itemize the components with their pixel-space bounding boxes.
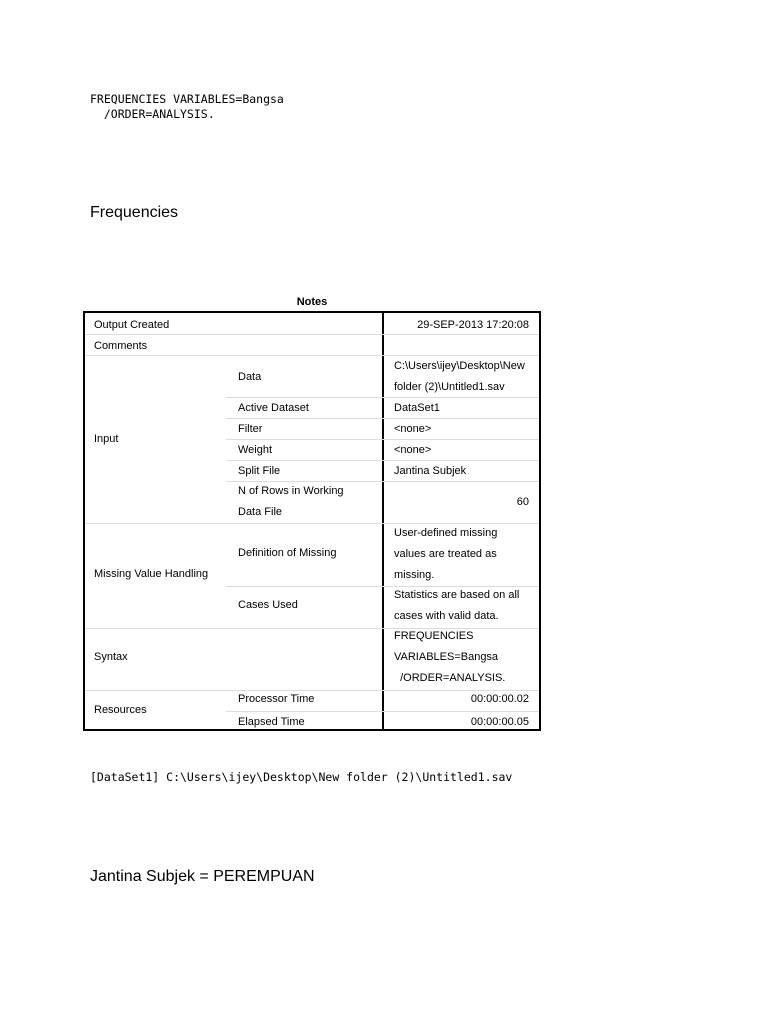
notes-divider: [382, 313, 384, 729]
row-divider: [85, 628, 539, 629]
weight-value: <none>: [394, 444, 432, 456]
row-divider: [226, 439, 539, 440]
elapsed-time-value: 00:00:00.05: [470, 716, 529, 728]
syntax-value-line-1: FREQUENCIES: [394, 630, 474, 642]
missing-value-handling-label: Missing Value Handling: [94, 568, 209, 580]
active-dataset-label: Active Dataset: [238, 402, 309, 414]
row-divider: [85, 523, 539, 524]
notes-table: [83, 311, 541, 731]
n-rows-value: 60: [516, 496, 529, 508]
syntax-line-2: /ORDER=ANALYSIS.: [90, 107, 215, 121]
weight-label: Weight: [238, 444, 273, 456]
split-file-value: Jantina Subjek: [394, 465, 467, 477]
definition-value-line-3: missing.: [394, 569, 435, 581]
resources-label: Resources: [94, 704, 147, 716]
cases-used-label: Cases Used: [238, 599, 298, 611]
row-divider: [85, 355, 539, 356]
filter-label: Filter: [238, 423, 263, 435]
processor-time-label: Processor Time: [238, 693, 315, 705]
row-divider: [226, 397, 539, 398]
split-heading: Jantina Subjek = PEREMPUAN: [90, 868, 315, 885]
syntax-block: [90, 92, 284, 122]
row-divider: [226, 481, 539, 482]
syntax-value-line-3: /ORDER=ANALYSIS.: [394, 672, 506, 684]
row-divider: [226, 418, 539, 419]
data-label: Data: [238, 371, 262, 383]
notes-caption: Notes: [296, 296, 328, 308]
active-dataset-value: DataSet1: [394, 402, 440, 414]
output-created-label: Output Created: [94, 319, 170, 331]
definition-value-line-2: values are treated as: [394, 548, 497, 560]
row-divider: [85, 334, 539, 335]
cases-used-value-line-2: cases with valid data.: [394, 610, 499, 622]
syntax-label: Syntax: [94, 651, 128, 663]
definition-of-missing-label: Definition of Missing: [238, 547, 337, 559]
row-divider: [85, 690, 539, 691]
definition-value-line-1: User-defined missing: [394, 527, 498, 539]
n-rows-label-line-2: Data File: [238, 506, 283, 518]
dataset-line: [DataSet1] C:\Users\ijey\Desktop\New folder (2)\Untitled1.sav: [90, 770, 513, 784]
data-value-line-2: folder (2)\Untitled1.sav: [394, 381, 505, 393]
input-label: Input: [94, 433, 119, 445]
output-created-value: 29-SEP-2013 17:20:08: [417, 319, 529, 331]
n-rows-label-line-1: N of Rows in Working: [238, 485, 344, 497]
elapsed-time-label: Elapsed Time: [238, 716, 305, 728]
processor-time-value: 00:00:00.02: [470, 693, 529, 705]
syntax-line-1: FREQUENCIES VARIABLES=Bangsa: [90, 92, 284, 106]
split-file-label: Split File: [238, 465, 281, 477]
filter-value: <none>: [394, 423, 432, 435]
row-divider: [226, 711, 539, 712]
data-value-line-1: C:\Users\ijey\Desktop\New: [394, 360, 525, 372]
syntax-value-line-2: VARIABLES=Bangsa: [394, 651, 499, 663]
frequencies-heading: Frequencies: [90, 204, 179, 221]
row-divider: [226, 460, 539, 461]
row-divider: [226, 586, 539, 587]
comments-label: Comments: [94, 340, 148, 352]
cases-used-value-line-1: Statistics are based on all: [394, 589, 520, 601]
